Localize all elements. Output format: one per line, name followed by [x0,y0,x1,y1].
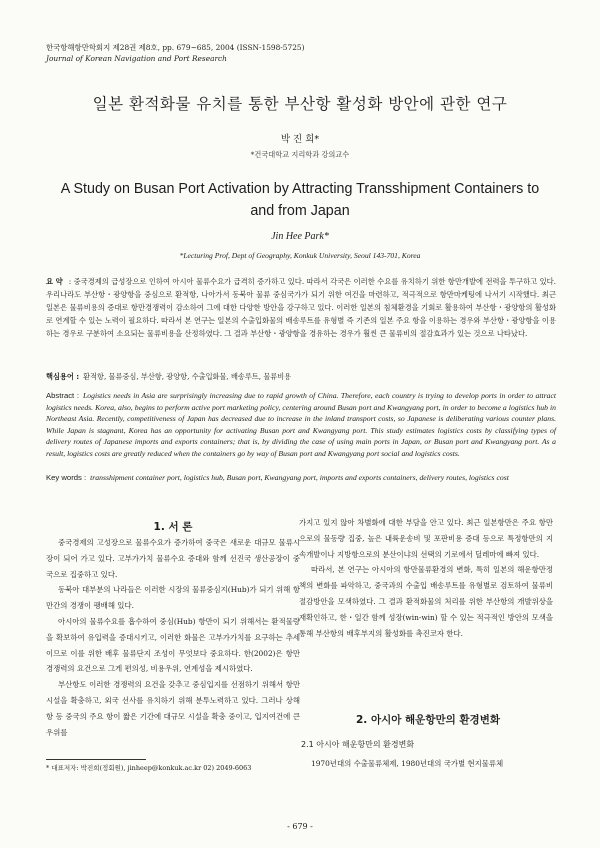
paragraph: 가지고 있지 않아 차별화에 대한 부담을 안고 있다. 최근 일본항만은 주요 항만으로의 물동량 집중, 높은 내륙운송비 및 포판비용 증대 등으로 특정항만의 지속개발이나 지방항으로의 분산이냐의 선택의 기로에서 딜레마에 빠져 있다. [299,518,553,559]
abstract-english-label: Abstract : [46,391,80,400]
footnote: * 대표저자: 박진희(정회원), jinheep@konkuk.ac.kr 02) 2049-6063 [46,764,252,772]
abstract-korean-text: : 중국경제의 급성장으로 인하여 아시아 물류수요가 급격히 증가하고 있다. 따라서 각국은 이러한 수요를 유치하기 위한 항만개발에 전력을 투구하고 있다. 우리나라도 부산항・광양항을 중심으로 환적항, 나아가서 동북아 물류 중심국가가 되기 위한 여건을 마련하고, 적극적으로 항만마케팅에 나서기 시작했다. 최근 일본은 물류비용의 증대로 항만경쟁력이 감소하여 그에 대한 다양한 방안을 강구하고 있다. 이러한 일본의 침체환경을 기회로 활용하여 부산항・광양항의 활성화로 연계할 수 있는 노력이 필요하다. 따라서 본 연구는 일본의 수출입화물의 배송루트를 유형별 즉 기존의 일본 주요 항을 이용하는 경우와 부산항・광양항을 이용하는 경우로 구분하여 소요되는 물류비용을 산정하였다. 그 결과 부산항・광양항을 경유하는 경우가 훨씬 큰 물류비의 절감효과가 있는 것으로 나타났다. [46,277,556,338]
keywords-korean-label: 핵심용어 : [46,372,80,381]
abstract-korean [46,275,556,340]
footnote-rule [46,759,146,760]
section-2-body [299,756,553,772]
paragraph: 따라서, 본 연구는 아시아의 항만물류환경의 변화, 특히 일본의 해운항만정책의 변화를 파악하고, 중국과의 수출입 배송루트를 유형별로 검토하여 물류비 절감방안을 모색하였다. 그 결과 환적화물의 처리를 위한 부산항의 개발위상을 재확인하고, 한・일간 함께 성장(win-win) 할 수 있는 적극적인 방안의 모색을 통해 부산항의 배후부지의 활성화를 촉진코자 한다. [299,565,553,638]
keywords-korean-text: 환적항, 물류중심, 부산항, 광양항, 수출입화물, 배송루트, 물류비용 [83,372,292,381]
author-english: Jin Hee Park* [271,231,329,242]
paragraph: 부산항도 이러한 경쟁력의 요건을 갖추고 중심입지를 선점하기 위해서 항만시설을 확충하고, 외국 선사를 유치하기 위해 분투노력하고 있다. 그러나 상해항 등 중국의 주요 항이 짧은 기간에 대규모 시설을 확충 중이고, 입지여건에 큰 우위를 [46,680,300,737]
page-number: - 679 - [287,822,313,831]
keywords-english [46,472,556,484]
left-column [46,535,300,740]
paragraph: 동북아 대부분의 나라들은 이러한 시장의 물류중심지(Hub)가 되기 위해 항만간의 경쟁이 팽배해 있다. [46,585,300,611]
keywords-english-label: Key words : [46,473,87,482]
paragraph: 중국경제의 고성장으로 물류수요가 증가하여 중국은 새로운 대규모 물류시장이 되어 가고 있다. 고부가가치 물류수요 증대와 함께 선진국 생산공장이 중국으로 집중하고 있다. [46,538,300,579]
subsection-2-1-heading: 2.1 아시아 해운항만의 환경변화 [301,740,415,749]
affiliation-english: *Lecturing Prof, Dept of Geography, Konkuk University, Seoul 143-701, Korea [179,251,421,260]
journal-header [46,42,305,64]
paragraph: 아시아의 물류수요를 흡수하여 중심(Hub) 항만이 되기 위해서는 환적물량을 확보하여 유입력을 증대시키고, 이러한 화물은 고부가가치를 요구하는 추세이므로 이를 위한 배후 물류단지 조성이 무엇보다 중요하다. 한(2002)은 항만경쟁력의 요건으로 그게 편의성, 비용우위, 연계성을 제시하였다. [46,616,300,674]
abstract-korean-label: 요 약 [46,277,63,286]
keywords-korean [46,372,291,382]
right-column [299,515,553,641]
title-english: A Study on Busan Port Activation by Attracting Transshipment Containers to and from Japan [60,181,540,219]
abstract-english [46,390,556,460]
title-korean: 일본 환적화물 유치를 통한 부산항 활성화 방안에 관한 연구 [92,95,508,113]
affiliation-korean: *건국대학교 지리학과 강의교수 [250,150,350,159]
section-1-heading: 1. 서 론 [153,521,193,533]
journal-citation: 한국항해항만학회지 제28권 제8호, pp. 679~685, 2004 (ISSN-1598-5725) [46,43,305,52]
journal-name-en: Journal of Korean Navigation and Port Research [46,54,227,63]
abstract-english-text: Logistics needs in Asia are surprisingly increasing due to rapid growth of China. Therefore, each country is trying to develop ports in order to attract logistics needs. Korea, also, begins to perform active port marketing policy, centering around Busan port and Kwangyang port, in order to become a logistics hub in Northeast Asia. Recently, competitiveness of Japan has decreased due to increase in the inland transport costs, so Japanese is deliberating various counter plans. While Japan is stagnant, Korea has an opportunity for activating Busan port and Kwangyang port. This study estimates logistics costs by classifying types of delivery routes of Japanese imports and exports containers; that is, by dividing the case of using main ports in Japan, or Busan port and Kwangyang port. As a result, logistics costs are greatly reduced when the containers go by way of Busan port and Kwangyang port social and logistics costs. [46,391,556,458]
author-korean: 박 진 희* [280,134,320,145]
keywords-english-text: transshipment container port, logistics hub, Busan port, Kwangyang port, imports and exports containers, delivery routes, logistics cost [90,473,509,482]
paragraph: 1970년대의 수출물류체제, 1980년대의 국가별 현지물류체 [311,759,504,768]
section-2-heading: 2. 아시아 해운항만의 환경변화 [356,714,500,726]
